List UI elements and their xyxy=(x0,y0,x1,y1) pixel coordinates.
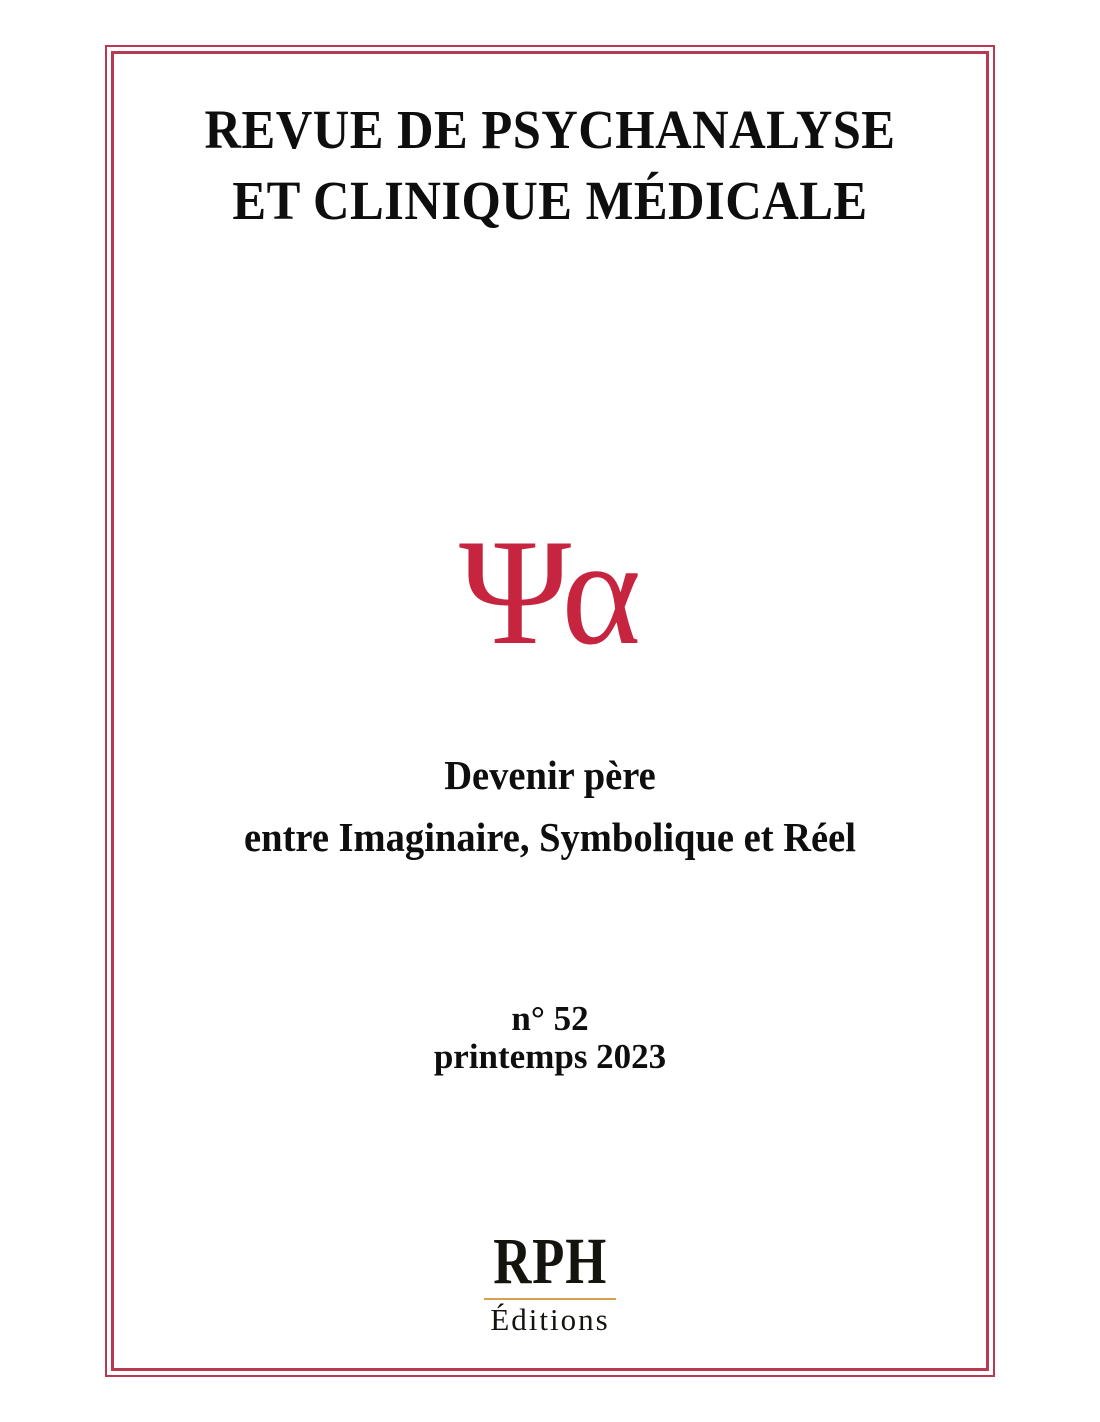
journal-title-line2: ET CLINIQUE MÉDICALE xyxy=(232,170,868,231)
issue-theme-line1: Devenir père xyxy=(444,752,656,798)
issue-number: n° 52 xyxy=(511,999,589,1038)
journal-title-line1: REVUE DE PSYCHANALYSE xyxy=(204,99,896,160)
journal-title xyxy=(44,94,1056,236)
inner-red-frame xyxy=(111,51,989,1371)
publisher-logo xyxy=(0,1225,1100,1338)
publisher-name: RPH xyxy=(493,1225,607,1298)
issue-info xyxy=(0,1000,1100,1076)
publisher-division: Éditions xyxy=(490,1302,610,1337)
publisher-rule xyxy=(484,1298,616,1300)
outer-red-frame xyxy=(105,45,995,1377)
issue-theme-line2: entre Imaginaire, Symbolique et Réel xyxy=(244,814,856,860)
issue-season: printemps 2023 xyxy=(433,1037,667,1076)
issue-theme xyxy=(33,744,1067,868)
psi-alpha-symbol: Ψα xyxy=(458,508,642,676)
